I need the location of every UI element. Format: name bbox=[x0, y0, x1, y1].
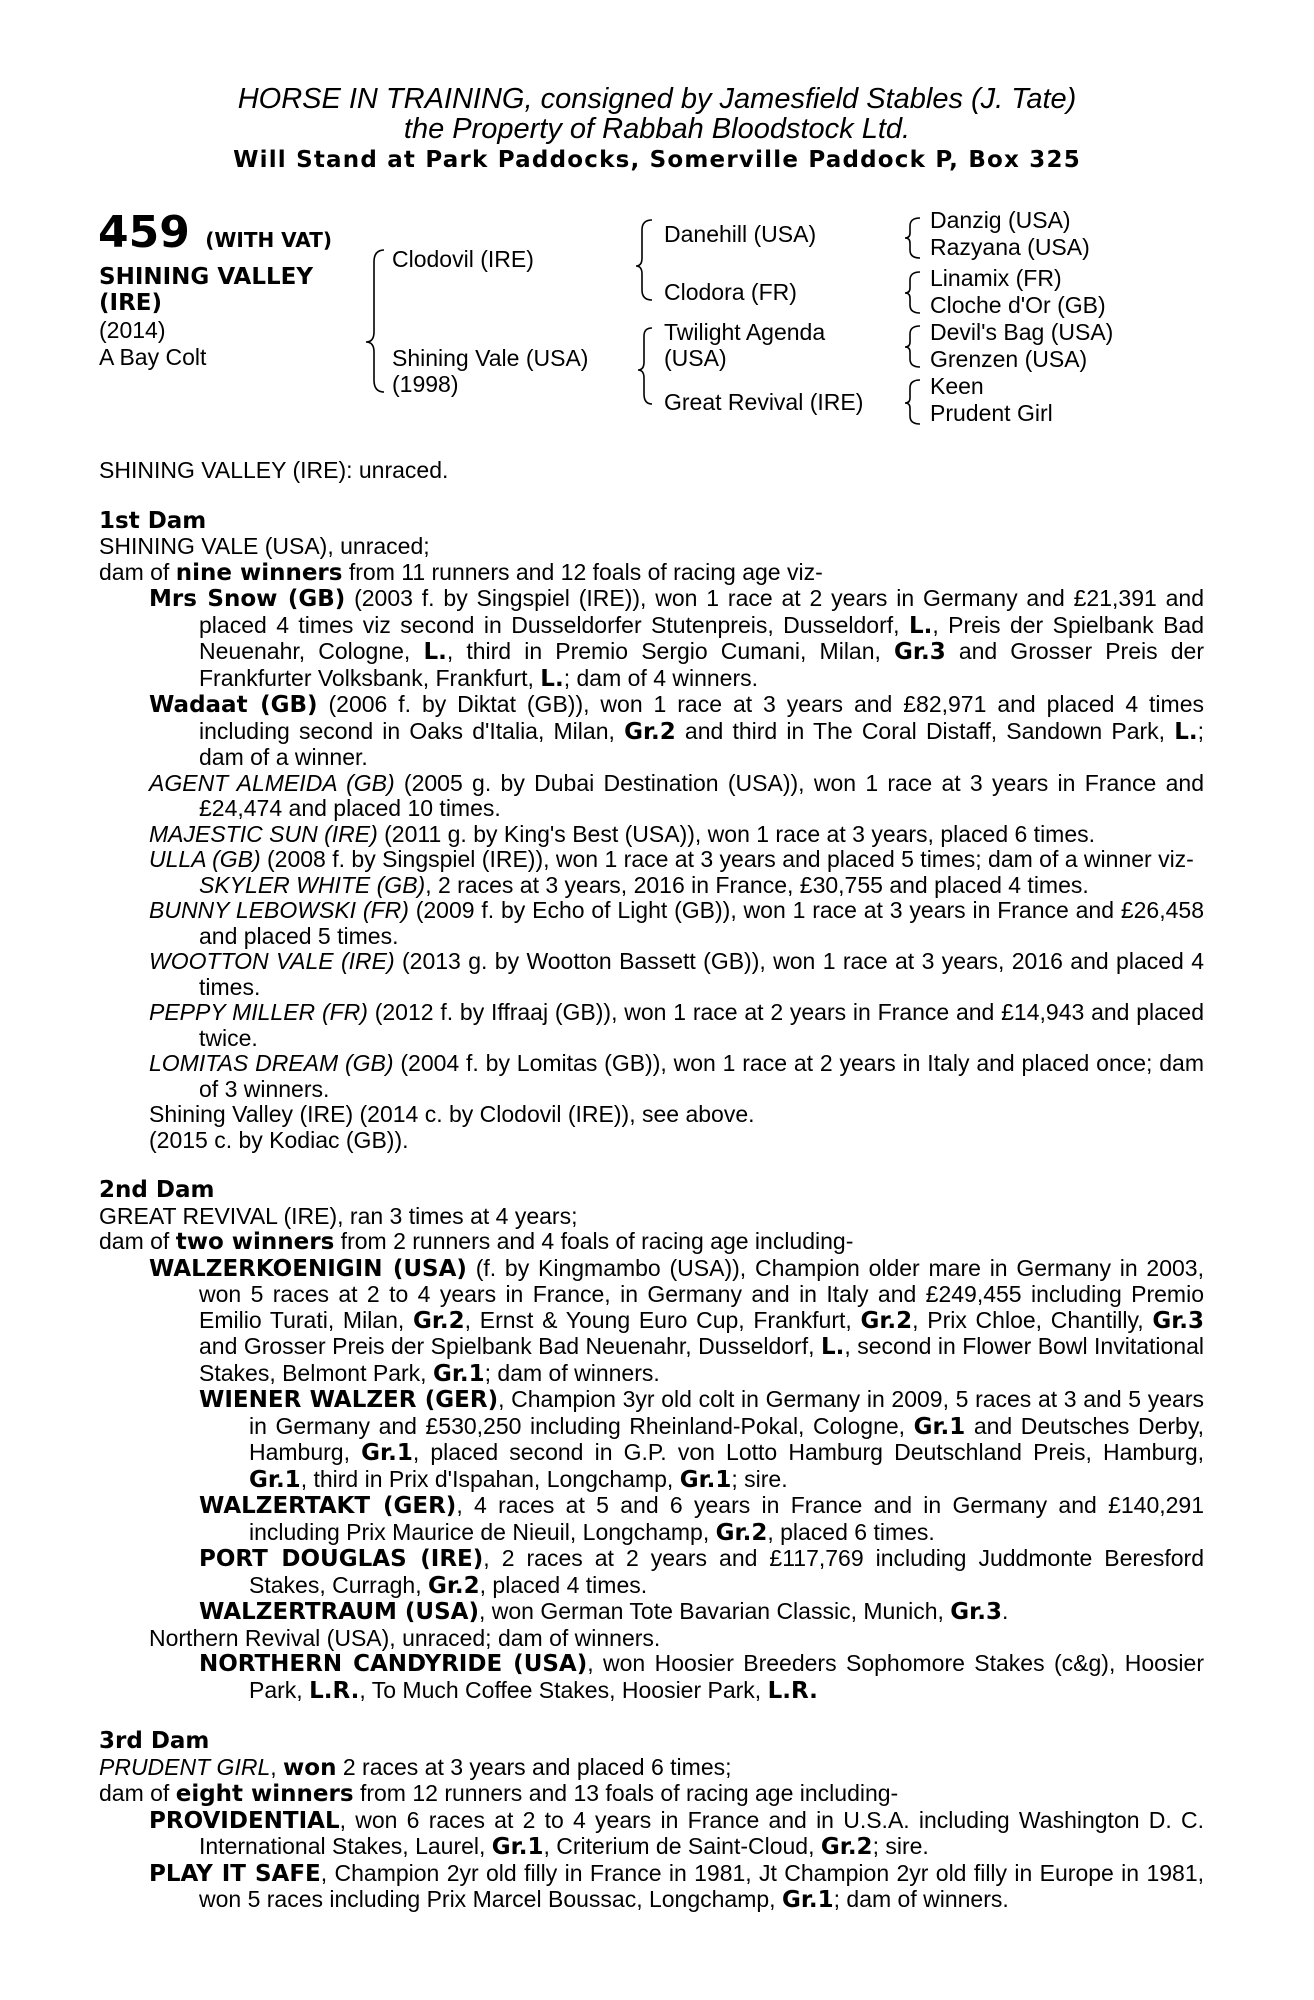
produce-walzertakt: WALZERTAKT (GER), 4 races at 5 and 6 years in France and in Germany and £140,291 including Prix Maurice de Nieuil, Longchamp, Gr.2, placed 6 times. bbox=[199, 1492, 1205, 1546]
produce-northern-candyride: NORTHERN CANDYRIDE (USA), won Hoosier Breeders Sophomore Stakes (c&g), Hoosier Park, L.R., To Much Coffee Stakes, Hoosier Park, L.R. bbox=[199, 1650, 1204, 1704]
pedigree-sds: Linamix (FR) bbox=[930, 265, 1062, 291]
bracket-sd bbox=[905, 272, 920, 313]
produce-walzerkoenigin: WALZERKOENIGIN (USA) (f. by Kingmambo (USA)), Champion older mare in Germany in 2003, won 5 races at 2 to 4 years in France, in Germany and in Italy and £249,455 including Premio Emilio Turati, Milan, Gr.2, Ernst & Young Euro Cup, Frankfurt, Gr.2, Prix Chloe, Chantilly, Gr.3 and Grosser Preis der Spielbank Bad Neuenahr, Dusseldorf, L., second in Flower Bowl Invitational Stakes, Belmont Park, Gr.1; dam of winners. bbox=[149, 1254, 1205, 1387]
pedigree-sire: Clodovil (IRE) bbox=[392, 246, 534, 272]
bracket-dam bbox=[638, 328, 652, 404]
third-dam-line2: dam of eight winners from 12 runners and 13 foals of racing age including- bbox=[99, 1780, 899, 1807]
produce-port-douglas: PORT DOUGLAS (IRE), 2 races at 2 years and £117,769 including Juddmonte Beresford Stakes, Curragh, Gr.2, placed 4 times. bbox=[199, 1545, 1204, 1599]
pedigree-dam-dam: Great Revival (IRE) bbox=[664, 389, 864, 415]
catalogue-body bbox=[99, 458, 1204, 1914]
bracket-main bbox=[366, 250, 384, 392]
produce-bunny-lebowski: BUNNY LEBOWSKI (FR) (2009 f. by Echo of Light (GB)), won 1 race at 3 years in France and £26,458 and placed 5 times. bbox=[149, 897, 1204, 949]
produce-walzertraum: WALZERTRAUM (USA), won German Tote Bavarian Classic, Munich, Gr.3. bbox=[199, 1598, 1009, 1625]
first-dam-heading: 1st Dam bbox=[99, 507, 207, 534]
pedigree-sss: Danzig (USA) bbox=[930, 207, 1071, 233]
produce-northern-revival: Northern Revival (USA), unraced; dam of winners. bbox=[149, 1624, 661, 1651]
third-dam-line1: PRUDENT GIRL, won 2 races at 3 years and placed 6 times; bbox=[99, 1753, 732, 1781]
bracket-dd bbox=[905, 380, 920, 424]
produce-play-it-safe: PLAY IT SAFE, Champion 2yr old filly in France in 1981, Jt Champion 2yr old filly in Europe in 1981, won 5 races including Prix Marcel Boussac, Longchamp, Gr.1; dam of winners. bbox=[149, 1859, 1204, 1913]
first-dam-line2: dam of nine winners from 11 runners and 12 foals of racing age viz- bbox=[99, 558, 823, 586]
pedigree-ddd: Prudent Girl bbox=[930, 400, 1053, 426]
bracket-sire bbox=[636, 220, 652, 300]
pedigree-dam-year: (1998) bbox=[392, 371, 459, 397]
horse-year: (2014) bbox=[99, 317, 166, 343]
produce-ulla: ULLA (GB) (2008 f. by Singspiel (IRE)), won 1 race at 3 years and placed 5 times; dam of a winner viz- bbox=[149, 846, 1194, 872]
pedigree-sire-sire: Danehill (USA) bbox=[664, 221, 817, 247]
pedigree-sire-dam: Clodora (FR) bbox=[664, 279, 797, 305]
pedigree-sdd: Cloche d'Or (GB) bbox=[930, 292, 1106, 318]
race-record: SHINING VALLEY (IRE): unraced. bbox=[99, 457, 449, 483]
third-dam-heading: 3rd Dam bbox=[99, 1728, 210, 1754]
produce-shining-valley: Shining Valley (IRE) (2014 c. by Clodovil (IRE)), see above. bbox=[149, 1101, 755, 1127]
produce-mrs-snow: Mrs Snow (GB) (2003 f. by Singspiel (IRE)), won 1 race at 2 years in Germany and £21,391 and placed 4 times viz second in Dusseldorfer Stutenpreis, Dusseldorf, L., Preis der Spielbank Bad Neuenahr, Cologne, L., third in Premio Sergio Cumani, Milan, Gr.3 and Grosser Preis der Frankfurter Volksbank, Frankfurt, L.; dam of 4 winners. bbox=[149, 585, 1205, 692]
vat-label: (WITH VAT) bbox=[205, 228, 333, 252]
pedigree-dsd: Grenzen (USA) bbox=[930, 346, 1088, 372]
pedigree-dam-sire: Twilight Agenda bbox=[664, 319, 826, 345]
pedigree-ssd: Razyana (USA) bbox=[930, 234, 1090, 260]
produce-lomitas-dream: LOMITAS DREAM (GB) (2004 f. by Lomitas (GB)), won 1 race at 2 years in Italy and placed once; dam of 3 winners. bbox=[149, 1050, 1204, 1102]
first-dam-line1: SHINING VALE (USA), unraced; bbox=[99, 533, 430, 559]
second-dam-heading: 2nd Dam bbox=[99, 1177, 215, 1203]
horse-country: (IRE) bbox=[99, 290, 163, 316]
header-consignor: HORSE IN TRAINING, consigned by Jamesfield Stables (J. Tate) bbox=[237, 83, 1077, 115]
produce-skyler-white: SKYLER WHITE (GB), 2 races at 3 years, 2016 in France, £30,755 and placed 4 times. bbox=[199, 871, 1089, 898]
pedigree-dds: Keen bbox=[930, 373, 984, 399]
pedigree-dam: Shining Vale (USA) bbox=[392, 345, 589, 371]
header-owner: the Property of Rabbah Bloodstock Ltd. bbox=[403, 113, 911, 145]
pedigree-dam-sire-country: (USA) bbox=[664, 345, 727, 371]
pedigree-dss: Devil's Bag (USA) bbox=[930, 319, 1114, 345]
lot-number-value: 459 bbox=[98, 207, 190, 258]
horse-description: A Bay Colt bbox=[99, 344, 207, 370]
header-stabling: Will Stand at Park Paddocks, Somerville Paddock P, Box 325 bbox=[233, 147, 1081, 173]
produce-peppy-miller: PEPPY MILLER (FR) (2012 f. by Iffraaj (GB)), won 1 race at 2 years in France and £14,943 and placed twice. bbox=[149, 999, 1205, 1051]
produce-wiener-walzer: WIENER WALZER (GER), Champion 3yr old colt in Germany in 2009, 5 races at 3 and 5 years in Germany and £530,250 including Rheinland-Pokal, Cologne, Gr.1 and Deutsches Derby, Hamburg, Gr.1, placed second in G.P. von Lotto Hamburg Deutschland Preis, Hamburg, Gr.1, third in Prix d'Ispahan, Longchamp, Gr.1; sire. bbox=[199, 1386, 1205, 1493]
produce-kodiac: (2015 c. by Kodiac (GB)). bbox=[149, 1126, 409, 1153]
produce-wootton-vale: WOOTTON VALE (IRE) (2013 g. by Wootton Bassett (GB)), won 1 race at 3 years, 2016 and placed 4 times. bbox=[149, 948, 1204, 1000]
second-dam-line1: GREAT REVIVAL (IRE), ran 3 times at 4 years; bbox=[99, 1202, 578, 1229]
horse-name: SHINING VALLEY bbox=[99, 264, 314, 290]
produce-majestic-sun: MAJESTIC SUN (IRE) (2011 g. by King's Best (USA)), won 1 race at 3 years, placed 6 times. bbox=[149, 820, 1096, 847]
produce-wadaat: Wadaat (GB) (2006 f. by Diktat (GB)), won 1 race at 3 years and £82,971 and placed 4 times including second in Oaks d'Italia, Milan, Gr.2 and third in The Coral Distaff, Sandown Park, L.; dam of a winner. bbox=[149, 691, 1204, 770]
second-dam-line2: dam of two winners from 2 runners and 4 foals of racing age including- bbox=[99, 1228, 854, 1255]
produce-providential: PROVIDENTIAL, won 6 races at 2 to 4 years in France and in U.S.A. including Washington D. C. International Stakes, Laurel, Gr.1, Criterium de Saint-Cloud, Gr.2; sire. bbox=[149, 1806, 1204, 1860]
bracket-ss bbox=[905, 218, 920, 258]
bracket-ds bbox=[905, 326, 920, 367]
produce-agent-almeida: AGENT ALMEIDA (GB) (2005 g. by Dubai Destination (USA)), won 1 race at 3 years in France and £24,474 and placed 10 times. bbox=[149, 769, 1204, 821]
